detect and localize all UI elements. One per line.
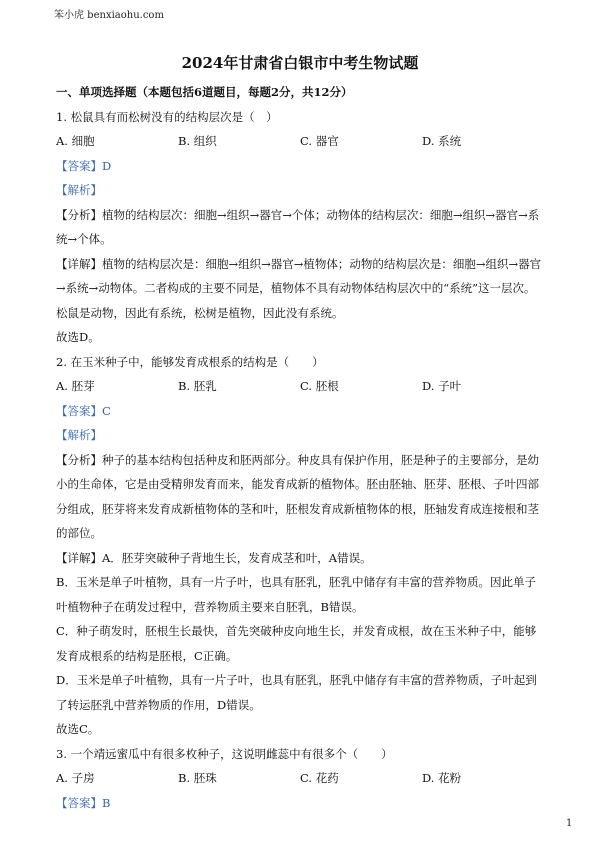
question-3-stem: 3. 一个靖远蜜瓜中有很多枚种子，这说明雌蕊中有很多个（ ） — [56, 746, 393, 761]
question-2-analysis-label: 【解析】 — [56, 428, 102, 442]
question-2-detail-d: D．玉米是单子叶植物，具有一片子叶，也具有胚乳，胚乳中储存有丰富的营养物质，子叶起到了转运胚乳中营养物质的作用，D错误。 — [56, 673, 537, 712]
option-b: B. 胚乳 — [178, 379, 217, 393]
question-1-answer: 【答案】D — [56, 158, 112, 173]
question-3-options — [56, 766, 546, 791]
question-2-detail-b: B．玉米是单子叶植物，具有一片子叶，也具有胚乳，胚乳中储存有丰富的营养物质。因此单子叶植物种子在萌发过程中，营养物质主要来自胚乳，B错误。 — [56, 575, 536, 614]
option-d: D. 子叶 — [422, 379, 462, 393]
option-c: C. 器官 — [300, 134, 339, 148]
question-2-detail-a: 【详解】A．胚芽突破种子背地生长，发育成茎和叶，A错误。 — [56, 550, 372, 565]
site-watermark: 笨小虎 benxiaohu.com — [54, 10, 164, 21]
option-b: B. 胚珠 — [178, 771, 217, 785]
document-body — [56, 80, 546, 815]
question-3-answer: 【答案】B — [56, 795, 111, 810]
question-2-options — [56, 374, 546, 399]
option-d: D. 系统 — [422, 134, 462, 148]
question-1-fenxi: 【分析】植物的结构层次：细胞→组织→器官→个体；动物体的结构层次：细胞→组织→器官→系统→个体。 — [56, 207, 540, 246]
section-heading: 一、单项选择题（本题包括6道题目，每题2分，共12分） — [56, 85, 353, 99]
question-1-detail: 【详解】植物的结构层次是：细胞→组织→器官→植物体；动物的结构层次是：细胞→组织→器官→系统→动物体。二者构成的主要不同是，植物体不具有动物体结构层次中的“系统”这一层次。松鼠是动物，因此有系统，松树是植物，因此没有系统。 — [56, 256, 542, 320]
question-2-detail-c: C．种子萌发时，胚根生长最快，首先突破种皮向地生长，并发育成根，故在玉米种子中，能够发育成根系的结构是胚根，C正确。 — [56, 624, 537, 663]
option-c: C. 胚根 — [300, 379, 339, 393]
question-2-fenxi: 【分析】种子的基本结构包括种皮和胚两部分。种皮具有保护作用，胚是种子的主要部分，是幼小的生命体，它是由受精卵发育而来，能发育成新的植物体。胚由胚轴、胚芽、胚根、子叶四部分组成，胚芽将来发育成新植物体的茎和叶，胚根发育成新植物体的根，胚轴发育成连接根和茎的部位。 — [56, 452, 539, 540]
option-c: C. 花药 — [300, 771, 339, 785]
question-2-conclusion: 故选C。 — [56, 722, 100, 736]
question-1-stem: 1. 松鼠具有而松树没有的结构层次是（ ） — [56, 109, 278, 124]
question-1-analysis-label: 【解析】 — [56, 183, 102, 197]
question-1-options — [56, 129, 546, 154]
question-2-stem: 2. 在玉米种子中，能够发育成根系的结构是（ ） — [56, 354, 324, 369]
page-number: 1 — [566, 818, 573, 829]
option-a: A. 胚芽 — [56, 379, 95, 393]
option-b: B. 组织 — [178, 134, 217, 148]
option-d: D. 花粉 — [422, 771, 462, 785]
question-2-answer: 【答案】C — [56, 403, 111, 418]
option-a: A. 细胞 — [56, 134, 95, 148]
page-title: 2024年甘肃省白银市中考生物试题 — [181, 54, 419, 72]
option-a: A. 子房 — [56, 771, 95, 785]
question-1-conclusion: 故选D。 — [56, 330, 100, 344]
